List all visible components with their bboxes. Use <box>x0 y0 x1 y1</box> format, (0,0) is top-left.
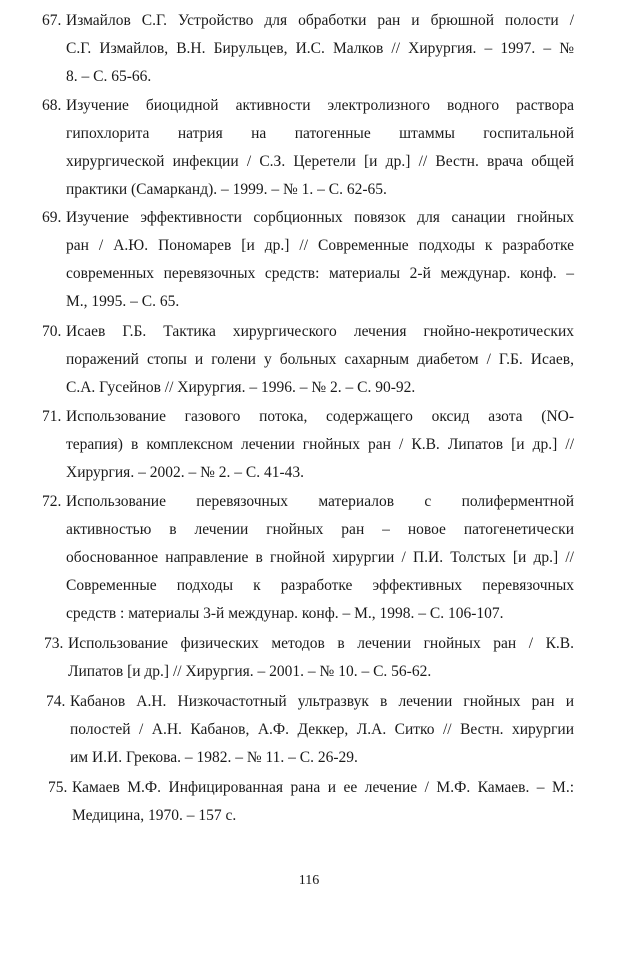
reference-line: Изучение эффективности сорбционных повязок для санации гнойных <box>66 209 574 226</box>
reference-line: 8. – С. 65-66. <box>66 68 152 85</box>
reference-line: Использование физических методов в лечении гнойных ран / К.В. <box>68 635 574 652</box>
reference-line: средств : материалы 3-й междунар. конф. – М., 1998. – С. 106-107. <box>66 605 504 622</box>
reference-number: 68. <box>42 97 62 114</box>
reference-line: поражений стопы и голени у больных сахарным диабетом / Г.Б. Исаев, <box>66 351 574 368</box>
reference-number: 75. <box>48 779 68 796</box>
reference-line: им И.И. Грекова. – 1982. – № 11. – С. 26-29. <box>70 749 358 766</box>
reference-line: Современные подходы к разработке эффективных перевязочных <box>66 577 574 594</box>
reference-number: 71. <box>42 408 62 425</box>
reference-line: активностью в лечении гнойных ран – новое патогенетически <box>66 521 574 538</box>
reference-line: С.А. Гусейнов // Хирургия. – 1996. – № 2. – С. 90-92. <box>66 379 416 396</box>
reference-line: Камаев М.Ф. Инфицированная рана и ее лечение / М.Ф. Камаев. – М.: <box>72 779 574 796</box>
reference-line: практики (Самарканд). – 1999. – № 1. – С. 62-65. <box>66 181 387 198</box>
reference-number: 67. <box>42 12 62 29</box>
reference-line: М., 1995. – С. 65. <box>66 293 180 310</box>
reference-line: Липатов [и др.] // Хирургия. – 2001. – № 10. – С. 56-62. <box>68 663 432 680</box>
reference-line: Кабанов А.Н. Низкочастотный ультразвук в лечении гнойных ран и <box>70 693 574 710</box>
reference-number: 72. <box>42 493 62 510</box>
reference-number: 69. <box>42 209 62 226</box>
reference-line: Использование перевязочных материалов с полиферментной <box>66 493 574 510</box>
reference-line: современных перевязочных средств: материалы 2-й междунар. конф. – <box>66 265 574 282</box>
reference-number: 70. <box>42 323 62 340</box>
reference-line: хирургической инфекции / С.З. Церетели [и др.] // Вестн. врача общей <box>66 153 574 170</box>
reference-line: Исаев Г.Б. Тактика хирургического лечения гнойно-некротических <box>66 323 574 340</box>
page-number: 116 <box>298 873 320 888</box>
reference-line: полостей / А.Н. Кабанов, А.Ф. Деккер, Л.А. Ситко // Вестн. хирургии <box>70 721 574 738</box>
reference-line: обоснованное направление в гнойной хирургии / П.И. Толстых [и др.] // <box>66 549 574 566</box>
reference-line: Использование газового потока, содержащего оксид азота (NO- <box>66 408 574 425</box>
reference-line: С.Г. Измайлов, В.Н. Бирyльцев, И.С. Малков // Хирургия. – 1997. – № <box>66 40 574 57</box>
reference-line: терапия) в комплексном лечении гнойных ран / К.В. Липатов [и др.] // <box>66 436 574 453</box>
reference-number: 73. <box>44 635 64 652</box>
reference-line: ран / А.Ю. Пономарев [и др.] // Современные подходы к разработке <box>66 237 574 254</box>
reference-line: гипохлорита натрия на патогенные штаммы госпитальной <box>66 125 574 142</box>
reference-number: 74. <box>46 693 66 710</box>
reference-line: Измайлов С.Г. Устройство для обработки ран и брюшной полости / <box>66 12 574 29</box>
reference-line: Хирургия. – 2002. – № 2. – С. 41-43. <box>66 464 304 481</box>
reference-line: Медицина, 1970. – 157 с. <box>72 807 237 824</box>
reference-line: Изучение биоцидной активности электролизного водного раствора <box>66 97 574 114</box>
